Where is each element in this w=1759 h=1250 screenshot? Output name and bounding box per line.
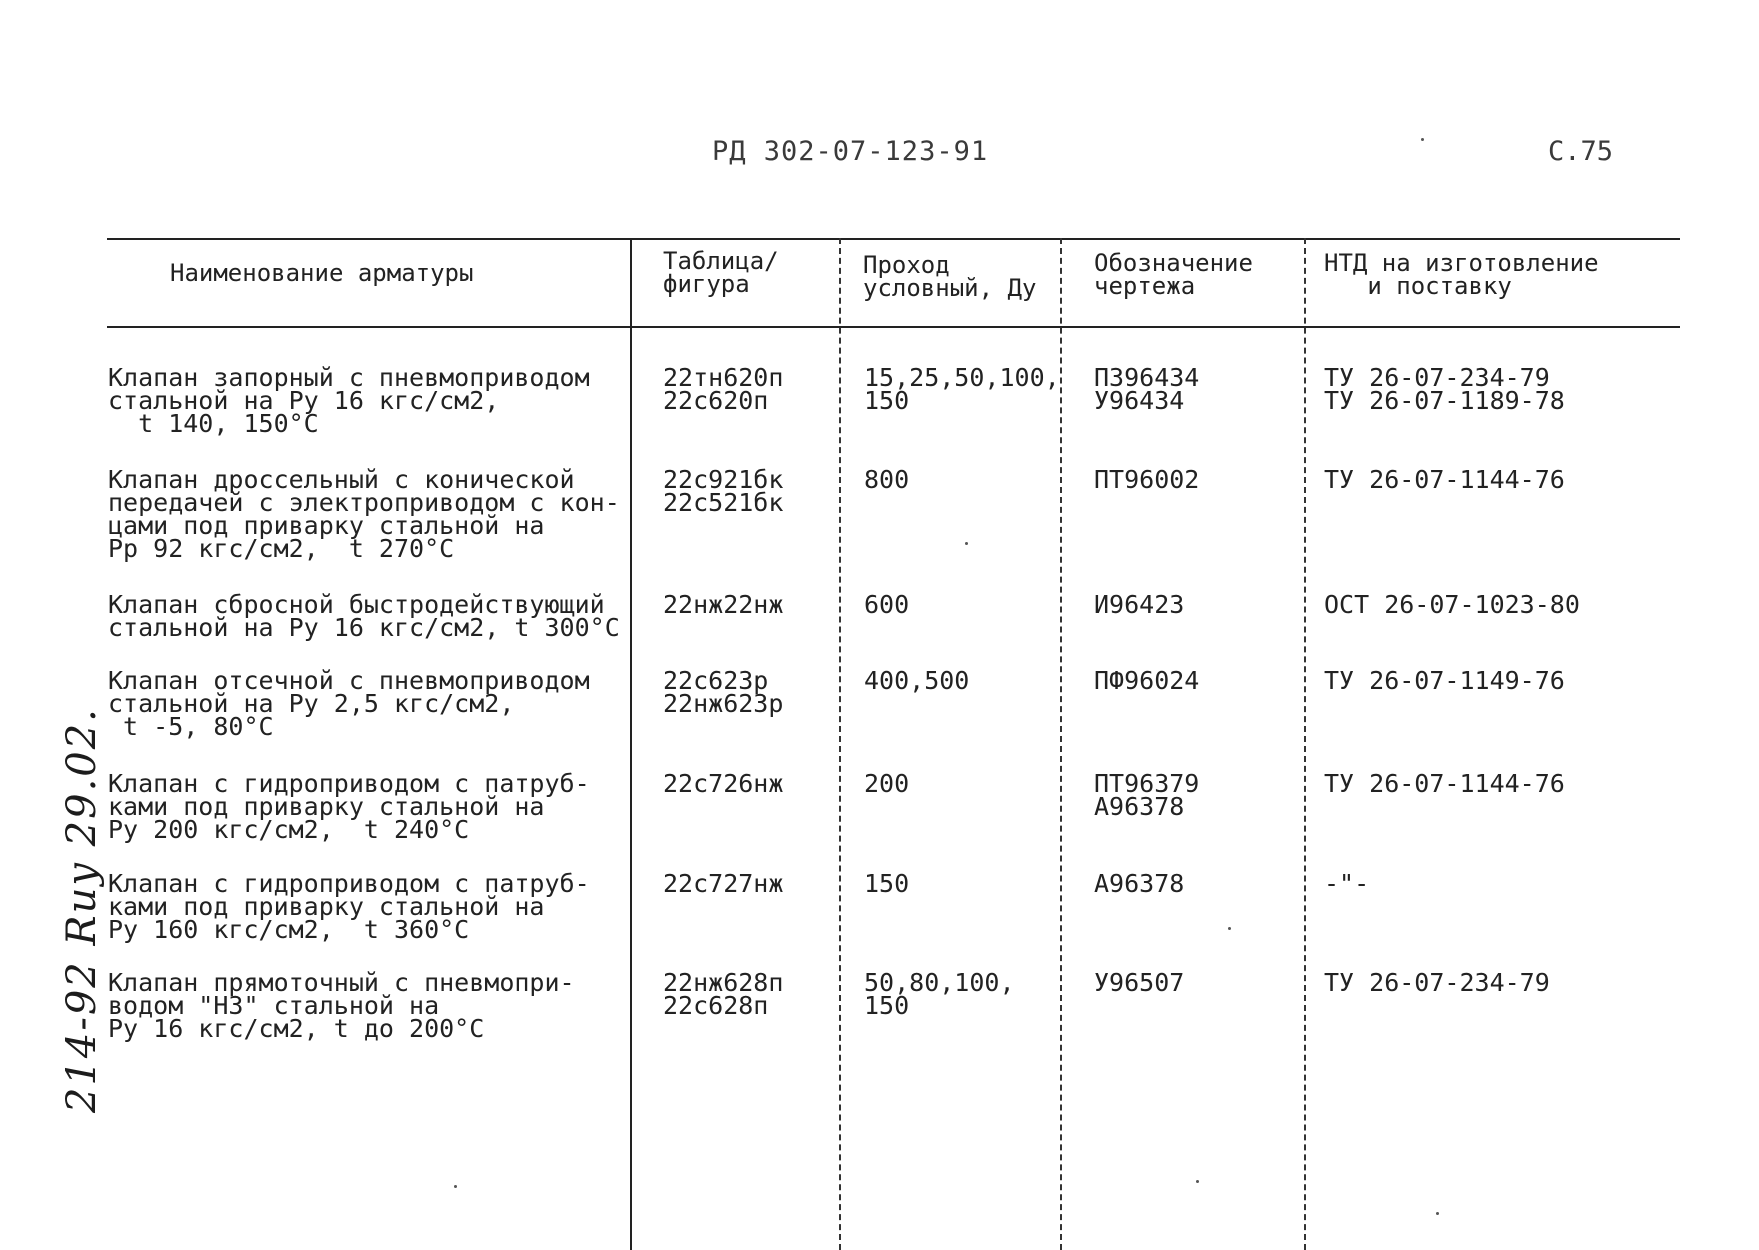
row-4-dn: 400,500 [864, 666, 970, 695]
row-6-figure: 22с727нж [663, 869, 784, 898]
scan-speck [1421, 138, 1424, 141]
scan-speck [454, 1185, 457, 1188]
row-4-figure: 22с623р 22нж623р [663, 666, 784, 718]
scan-speck [1196, 1180, 1199, 1183]
page-number: С.75 [1548, 136, 1614, 167]
column-divider-1 [630, 238, 632, 1250]
row-5-drawing: ПТ96379 А96378 [1094, 769, 1200, 821]
row-4-ntd: ТУ 26-07-1149-76 [1324, 666, 1565, 695]
row-7-dn: 50,80,100, 150 [864, 968, 1015, 1020]
row-1-drawing: П396434 У96434 [1094, 363, 1200, 415]
row-2-ntd: ТУ 26-07-1144-76 [1324, 465, 1565, 494]
row-6-dn: 150 [864, 869, 910, 898]
row-7-ntd: ТУ 26-07-234-79 [1324, 968, 1550, 997]
row-5-figure: 22с726нж [663, 769, 784, 798]
header-drawing: Обозначение чертежа [1094, 249, 1253, 300]
row-1-ntd: ТУ 26-07-234-79 ТУ 26-07-1189-78 [1324, 363, 1565, 415]
row-1-name: Клапан запорный с пневмоприводом стальной на Ру 16 кгс/см2, t 140, 150°C [108, 363, 590, 438]
row-7-drawing: У96507 [1094, 968, 1185, 997]
row-5-dn: 200 [864, 769, 910, 798]
row-2-name: Клапан дроссельный с конической передачей с электроприводом с кон- цами под приварку стальной на Рр 92 кгс/см2, t 270°C [108, 465, 620, 563]
row-3-drawing: И96423 [1094, 590, 1185, 619]
row-3-dn: 600 [864, 590, 910, 619]
row-1-figure: 22тн620п 22с620п [663, 363, 784, 415]
row-3-ntd: ОСТ 26-07-1023-80 [1324, 590, 1580, 619]
scan-speck [1436, 1212, 1439, 1215]
row-7-name: Клапан прямоточный с пневмопри- водом "НЗ" стальной на Ру 16 кгс/см2, t до 200°C [108, 968, 575, 1043]
row-3-name: Клапан сбросной быстродействующий стальной на Ру 16 кгс/см2, t 300°C [108, 590, 620, 642]
header-dn: Проход условный, Ду [863, 251, 1037, 302]
table-top-rule [107, 238, 1680, 240]
handwritten-margin-note: 214-92 Ruy 29.02. [59, 707, 105, 1113]
row-4-drawing: ПФ96024 [1094, 666, 1200, 695]
row-2-dn: 800 [864, 465, 910, 494]
row-1-dn: 15,25,50,100, 150 [864, 363, 1060, 415]
row-2-drawing: ПТ96002 [1094, 465, 1200, 494]
scan-speck [965, 542, 968, 545]
row-6-drawing: А96378 [1094, 869, 1185, 898]
row-2-figure: 22с921бк 22с521бк [663, 465, 784, 517]
row-5-name: Клапан с гидроприводом с патруб- ками под приварку стальной на Ру 200 кгс/см2, t 240°C [108, 769, 590, 844]
header-name: Наименование арматуры [170, 259, 474, 287]
column-divider-3 [1060, 238, 1062, 1250]
row-3-figure: 22нж22нж [663, 590, 784, 619]
row-6-name: Клапан с гидроприводом с патруб- ками под приварку стальной на Ру 160 кгс/см2, t 360°C [108, 869, 590, 944]
column-divider-2 [839, 238, 841, 1250]
row-7-figure: 22нж628п 22с628п [663, 968, 784, 1020]
row-4-name: Клапан отсечной с пневмоприводом стальной на Ру 2,5 кгс/см2, t -5, 80°C [108, 666, 590, 741]
table-header-rule [107, 326, 1680, 328]
document-code: РД 302-07-123-91 [712, 136, 989, 167]
header-ntd: НТД на изготовление и поставку [1324, 249, 1599, 300]
header-figure: Таблица/ фигура [663, 247, 779, 298]
row-5-ntd: ТУ 26-07-1144-76 [1324, 769, 1565, 798]
scan-speck [1228, 927, 1231, 930]
row-6-ntd: -"- [1324, 869, 1370, 898]
column-divider-4 [1304, 238, 1306, 1250]
